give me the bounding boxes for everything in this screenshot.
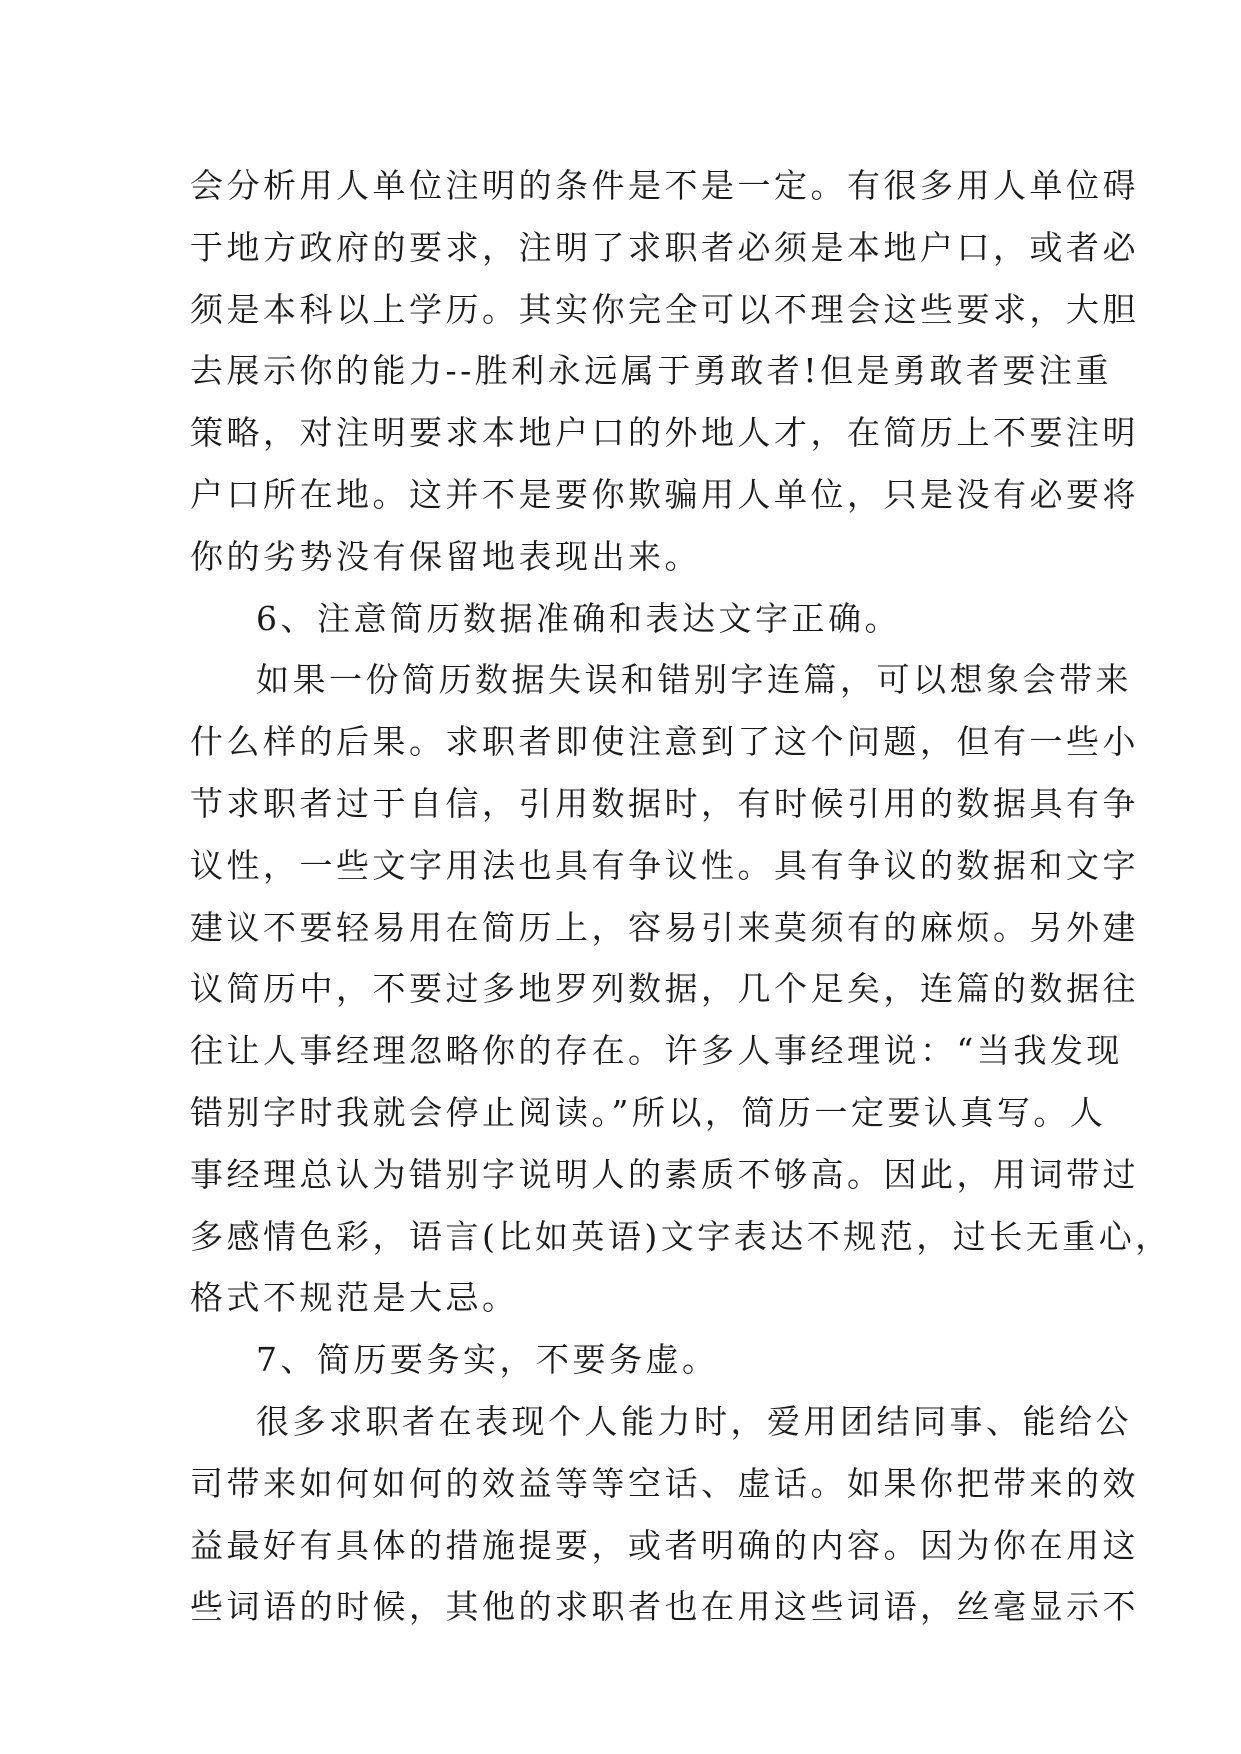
text-line: 建议不要轻易用在简历上，容易引来莫须有的麻烦。另外建 [190, 907, 1139, 947]
paragraph-first-line: 7、简历要务实，不要务虚。 [256, 1340, 719, 1380]
text-line: 议性，一些文字用法也具有争议性。具有争议的数据和文字 [190, 845, 1139, 885]
paragraph-first-line: 如果一份简历数据失误和错别字连篇，可以想象会带来 [256, 660, 1132, 700]
text-line: 去展示你的能力--胜利永远属于勇敢者!但是勇敢者要注重 [190, 351, 1113, 391]
body-text [190, 155, 1172, 1638]
text-line: 议简历中，不要过多地罗列数据，几个足矣，连篇的数据往 [190, 969, 1139, 1009]
text-line: 司带来如何如何的效益等等空话、虚话。如果你把带来的效 [190, 1463, 1139, 1503]
text-line: 往让人事经理忽略你的存在。许多人事经理说：“当我发现 [190, 1031, 1123, 1071]
text-line: 些词语的时候，其他的求职者也在用这些词语，丝毫显示不 [190, 1587, 1139, 1627]
text-line: 会分析用人单位注明的条件是不是一定。有很多用人单位碍 [190, 166, 1139, 205]
text-line: 错别字时我就会停止阅读。”所以，简历一定要认真写。人 [190, 1092, 1107, 1132]
text-line: 策略，对注明要求本地户口的外地人才，在简历上不要注明 [190, 413, 1139, 453]
paragraph-first-line: 很多求职者在表现个人能力时，爱用团结同事、能给公 [256, 1401, 1132, 1441]
text-line: 户口所在地。这并不是要你欺骗用人单位，只是没有必要将 [190, 474, 1139, 514]
text-line: 格式不规范是大忌。 [190, 1278, 519, 1318]
text-line: 什么样的后果。求职者即使注意到了这个问题，但有一些小 [190, 722, 1139, 762]
text-line: 益最好有具体的措施提要，或者明确的内容。因为你在用这 [190, 1525, 1139, 1565]
text-line: 须是本科以上学历。其实你完全可以不理会这些要求，大胆 [190, 289, 1139, 329]
text-line: 节求职者过于自信，引用数据时，有时候引用的数据具有争 [190, 783, 1139, 823]
text-line: 事经理总认为错别字说明人的素质不够高。因此，用词带过 [190, 1154, 1139, 1194]
text-line: 多感情色彩，语言(比如英语)文字表达不规范，过长无重心， [190, 1216, 1172, 1256]
paragraph-first-line: 6、注意简历数据准确和表达文字正确。 [256, 598, 901, 638]
text-line: 你的劣势没有保留地表现出来。 [190, 536, 701, 576]
text-line: 于地方政府的要求，注明了求职者必须是本地户口，或者必 [190, 227, 1139, 267]
